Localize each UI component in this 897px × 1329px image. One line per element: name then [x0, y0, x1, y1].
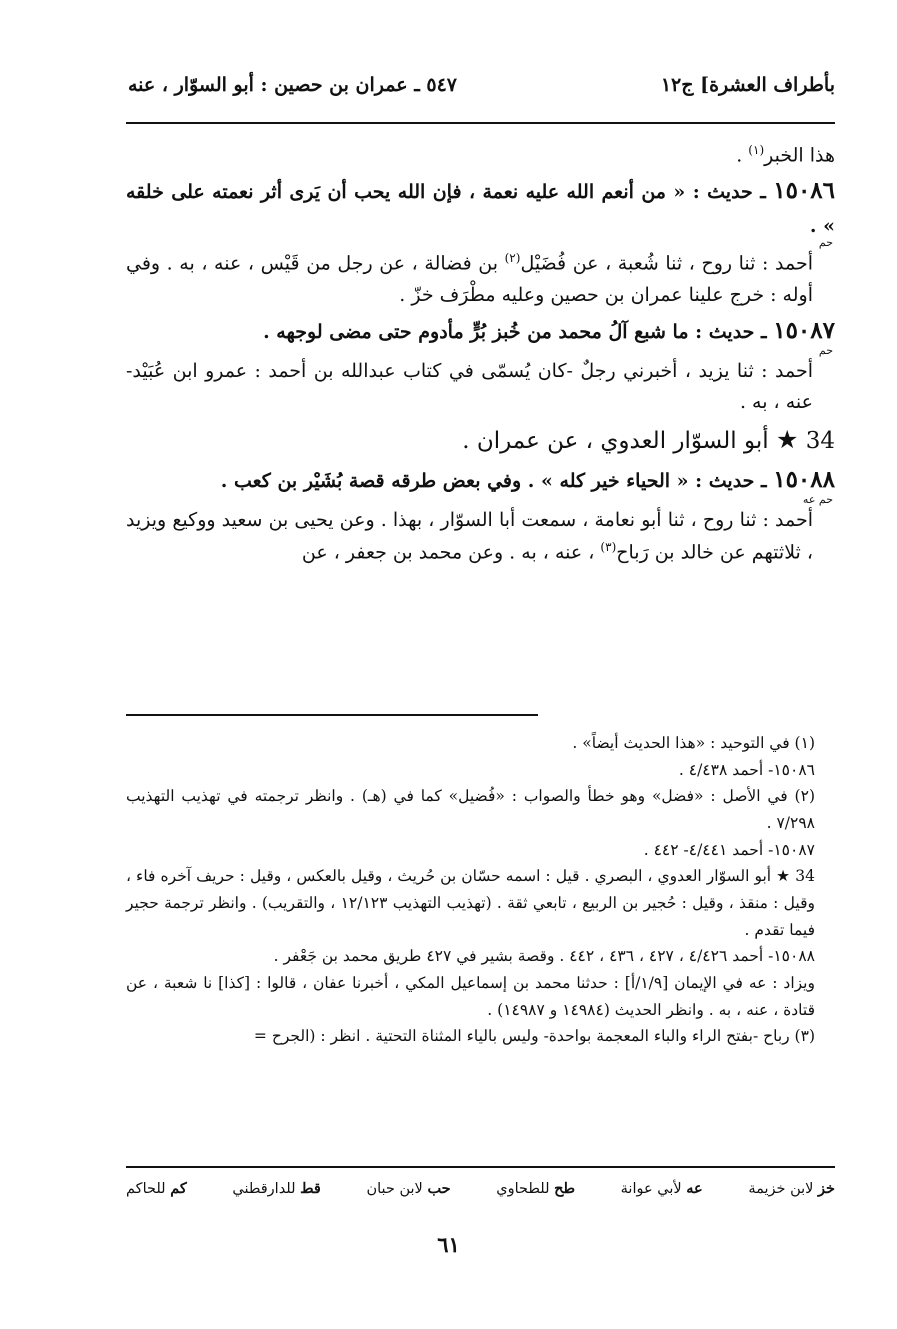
- reference-15087: ١٥٠٨٧- أحمد ٤/٤٤١- ٤٤٢ .: [643, 840, 815, 859]
- abbreviation-item: كم للحاكم: [126, 1180, 187, 1197]
- narrator-number: 34: [795, 867, 815, 886]
- section-title: أبو السوّار العدوي ، عن عمران .: [462, 428, 776, 455]
- page-header: [128, 70, 835, 110]
- running-title: ٥٤٧ ـ عمران بن حصين : أبو السوّار ، عنه: [128, 74, 458, 96]
- book-title: بأطراف العشرة] ج١٢: [660, 74, 835, 96]
- opening-line: هذا الخبر$^{(١)}$ .: [736, 143, 835, 167]
- abbreviations-rule: [126, 1166, 835, 1168]
- abbreviation-item: حب لابن حبان: [366, 1180, 451, 1197]
- header-rule: [126, 122, 835, 124]
- source-codes: حم: [818, 343, 833, 357]
- abbreviation-item: عه لأبي عوانة: [620, 1180, 703, 1197]
- footnote-3: (٣) رباح -بفتح الراء والباء المعجمة بواحدة- وليس بالياء المثناة التحتية . انظر : (الجرح =: [253, 1027, 815, 1046]
- hadith-text: ما شبع آلُ محمد من خُبز بُرٍّ مأدوم حتى مضى لوجهه .: [263, 320, 689, 343]
- hadith-text: « من أنعم الله عليه نعمة ، فإن الله يحب أن يَرى أثر نعمته على خلقه » .: [126, 181, 835, 237]
- hadith-15088: ١٥٠٨٨ ـ حديث : « الحياء خير كله » . وفي بعض طرقه قصة بُشَيْر بن كعب .: [220, 466, 835, 494]
- footnotes-rule: [126, 714, 538, 716]
- isnad-15088: أحمد : ثنا روح ، ثنا أبو نعامة ، سمعت أبا السوّار ، بهذا . وعن يحيى بن سعيد ووكيع ويزيد ، ثلاثتهم عن خالد بن رَباح$^{(٣)}$ ، عنه ، به . وعن محمد بن جعفر ، عن: [126, 508, 813, 564]
- hadith-number: ١٥٠٨٦: [773, 177, 836, 205]
- footnote-1: (١) في التوحيد : «هذا الحديث أيضاً» .: [572, 734, 815, 752]
- footnote-ref: (١): [748, 143, 765, 157]
- hadith-15086: ١٥٠٨٦ ـ حديث : « من أنعم الله عليه نعمة ، فإن الله يحب أن يَرى أثر نعمته على خلقه » .: [126, 177, 836, 237]
- main-text: [126, 140, 835, 569]
- section-heading: [126, 419, 835, 461]
- abbreviations-key: [126, 1180, 835, 1197]
- footnote-ref: (٣): [600, 539, 617, 554]
- hadith-text: « الحياء خير كله » . وفي بعض طرقه قصة بُشَيْر بن كعب .: [220, 470, 689, 493]
- footnotes: [126, 730, 835, 1050]
- reference-addition: ويزاد : عه في الإيمان [١/٩/أ] : حدثنا محمد بن إسماعيل المكي ، أخبرنا عفان ، قالوا : [كذا] نا شعبة ، عن قتادة ، عنه ، به . وانظر الحديث (١٤٩٨٤ و ١٤٩٨٧) .: [126, 973, 815, 1019]
- footnote-ref: (٢): [504, 250, 521, 265]
- isnad-15087: أحمد : ثنا يزيد ، أخبرني رجلٌ -كان يُسمّى في كتاب عبدالله بن أحمد : عمرو ابن عُبَيْد- عنه ، به .: [126, 359, 813, 414]
- page-number: ٦١: [437, 1232, 460, 1257]
- reference-15086: ١٥٠٨٦- أحمد ٤/٤٣٨ .: [678, 760, 815, 779]
- abbreviation-item: طح للطحاوي: [496, 1180, 576, 1197]
- source-codes: حم عه: [802, 492, 833, 506]
- abbreviation-item: خز لابن خزيمة: [748, 1180, 835, 1197]
- hadith-number: ١٥٠٨٨: [773, 466, 835, 494]
- source-codes: حم: [818, 235, 833, 249]
- abbreviation-item: قط للدارقطني: [232, 1180, 321, 1197]
- reference-15088: ١٥٠٨٨- أحمد ٤/٤٢٦ ، ٤٢٧ ، ٤٣٦ ، ٤٤٢ . وقصة بشير في ٤٢٧ طريق محمد بن جَعْفر .: [273, 947, 815, 966]
- hadith-15087: ١٥٠٨٧ ـ حديث : ما شبع آلُ محمد من خُبز بُرٍّ مأدوم حتى مضى لوجهه .: [263, 316, 835, 344]
- isnad-15086: أحمد : ثنا روح ، ثنا شُعبة ، عن فُضَيْل$^{(٢)}$ بن فضالة ، عن رجل من قَيْس ، عنه ، به . وفي أوله : خرج علينا عمران بن حصين وعليه مطْرَف خزّ .: [126, 250, 813, 306]
- hadith-number: ١٥٠٨٧: [773, 316, 835, 344]
- footnote-2: (٢) في الأصل : «فضل» وهو خطأ والصواب : «فُضيل» كما في (هـ) . وانظر ترجمته في تهذيب التهذيب ٧/٢٩٨ .: [126, 787, 815, 832]
- star-icon: ★: [775, 425, 799, 455]
- footnote-narrator: 34 ★ أبو السوّار العدوي ، البصري . قيل : اسمه حسّان بن حُريث ، وقيل بالعكس ، وقيل : حريف آخره فاء ، وقيل : منقذ ، وقيل : حُجير بن الربيع ، تابعي ثقة . (تهذيب التهذيب ١٢/١٢٣ ، والتقريب) . وانظر ترجمة حجير فيما تقدم .: [126, 867, 815, 939]
- star-icon: ★: [776, 867, 791, 886]
- section-number: 34: [805, 428, 835, 455]
